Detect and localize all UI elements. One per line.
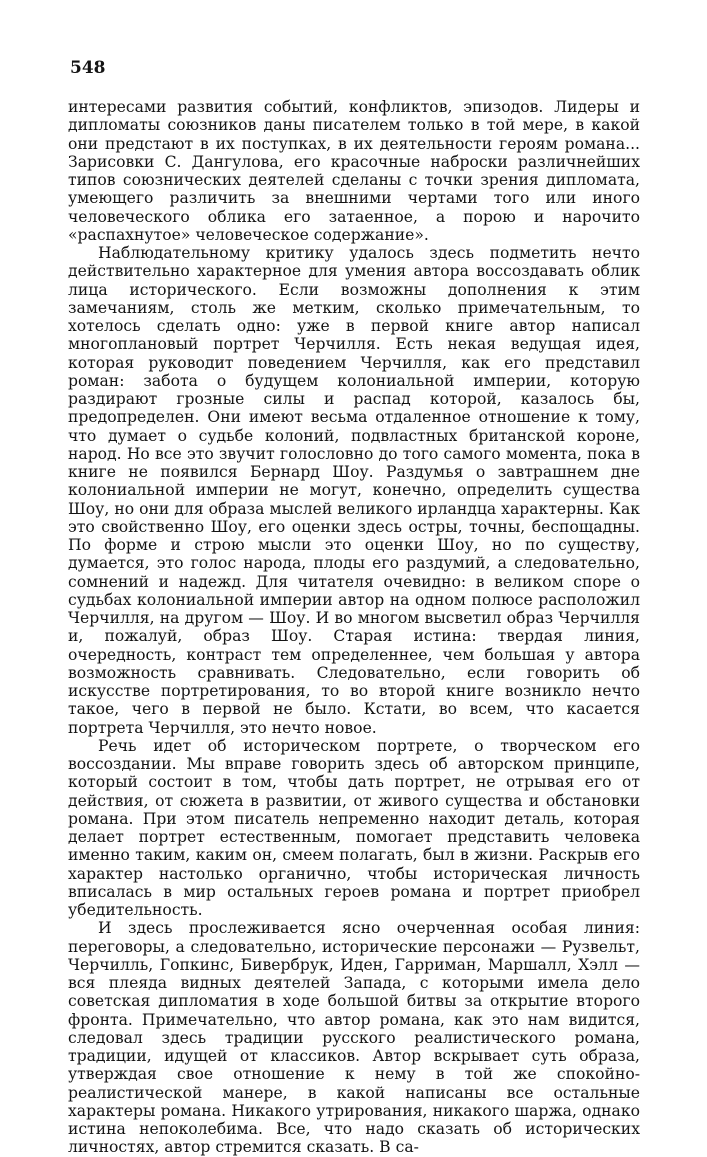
page-number: 548 [70, 58, 106, 78]
paragraph-4: И здесь прослеживается ясно очерченная особая линия: переговоры, а следовательно, исторические персонажи — Рузвельт, Черчилль, Гопкинс, Бивербрук, Иден, Гарриман, Маршалл, Хэлл — вся плеяда видных деятелей Запада, с которыми имела дело советская дипломатия в ходе большой битвы за открытие второго фронта. Примечательно, что автор романа, как это нам видится, следовал здесь традиции русского реалистического романа, традиции, идущей от классиков. Автор вскрывает суть образа, утверждая свое отношение к нему в той же спокойно-реалистической манере, в какой написаны все остальные характеры романа. Никакого утрирования, никакого шаржа, однако истина непоколебима. Все, что надо сказать об исторических личностях, автор стремится сказать. В са- [68, 919, 640, 1157]
body-text [68, 98, 640, 1157]
paragraph-3: Речь идет об историческом портрете, о творческом его воссоздании. Мы вправе говорить здесь об авторском принципе, который состоит в том, чтобы дать портрет, не отрывая его от действия, от сюжета в развитии, от живого существа и обстановки романа. При этом писатель непременно находит деталь, которая делает портрет естественным, помогает представить человека именно таким, каким он, смеем полагать, был в жизни. Раскрыв его характер настолько органично, чтобы историческая личность вписалась в мир остальных героев романа и портрет приобрел убедительность. [68, 736, 640, 919]
paragraph-2: Наблюдательному критику удалось здесь подметить нечто действительно характерное для умения автора воссоздавать облик лица исторического. Если возможны дополнения к этим замечаниям, столь же метким, сколько примечательным, то хотелось сделать одно: уже в первой книге автор написал многоплановый портрет Черчилля. Есть некая ведущая идея, которая руководит поведением Черчилля, как его представил роман: забота о будущем колониальной империи, которую раздирают грозные силы и распад которой, казалось бы, предопределен. Они имеют весьма отдаленное отношение к тому, что думает о судьбе колоний, подвластных британской короне, народ. Но все это звучит голословно до того самого момента, пока в книге не появился Бернард Шоу. Раздумья о завтрашнем дне колониальной империи не могут, конечно, определить существа Шоу, но они для образа мыслей великого ирландца характерны. Как это свойственно Шоу, его оценки здесь остры, точны, беспощадны. По форме и строю мысли это оценки Шоу, но по существу, думается, это голос народа, плоды его раздумий, а следовательно, сомнений и надежд. Для читателя очевидно: в великом споре о судьбах колониальной империи автор на одном полюсе расположил Черчилля, на другом — Шоу. И во многом высветил образ Черчилля и, пожалуй, образ Шоу. Старая истина: твердая линия, очередность, контраст тем определеннее, чем большая у автора возможность сравнивать. Следовательно, если говорить об искусстве портретирования, то во второй книге возникло нечто такое, чего в первой не было. Кстати, во всем, что касается портрета Черчилля, это нечто новое. [68, 244, 640, 737]
paragraph-1: интересами развития событий, конфликтов, эпизодов. Лидеры и дипломаты союзников даны писателем только в той мере, в какой они предстают в их поступках, в их деятельности героям романа... Зарисовки С. Дангулова, его красочные наброски различнейших типов союзнических деятелей сделаны с точки зрения дипломата, умеющего различить за внешними чертами того или иного человеческого облика его затаенное, а порою и нарочито «распахнутое» человеческое содержание». [68, 98, 640, 244]
